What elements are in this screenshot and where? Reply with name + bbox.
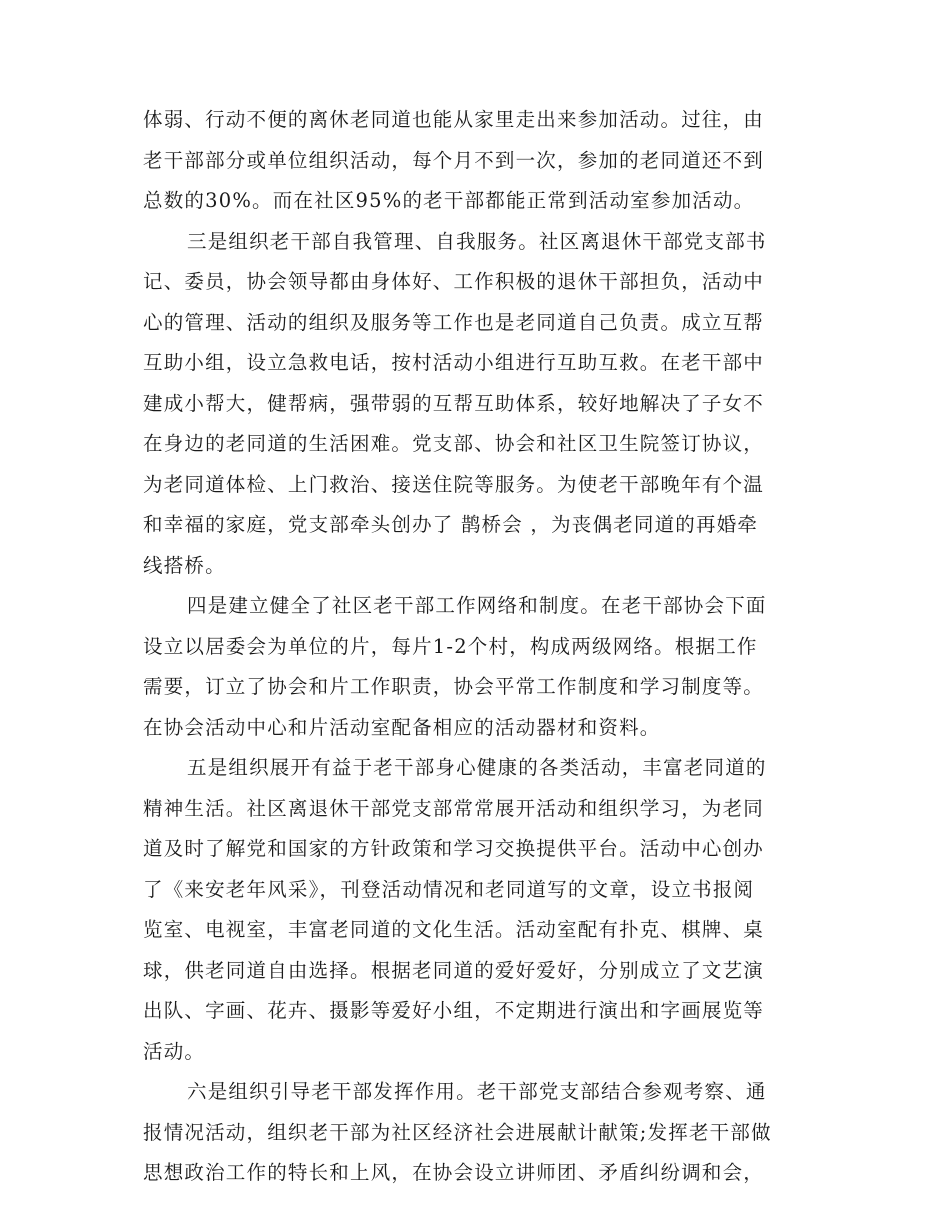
text-line: 心的管理、活动的组织及服务等工作也是老同道自己负责。成立互帮 [143,310,765,334]
text-line: 建成小帮大，健帮病，强带弱的互帮互助体系，较好地解决了子女不 [143,391,765,415]
text-line: 览室、电视室，丰富老同道的文化生活。活动室配有扑克、棋牌、桌 [143,918,765,941]
text-line: 六是组织引导老干部发挥作用。老干部党支部结合参观考察、通 [187,1080,767,1103]
paragraph-continuation [143,100,807,222]
document-page [143,100,807,1194]
text-line: 三是组织老干部自我管理、自我服务。社区离退休干部党支部书 [187,229,767,253]
text-line: 出队、字画、花卉、摄影等爱好小组，不定期进行演出和字画展览等 [143,999,765,1022]
text-line: 道及时了解党和国家的方针政策和学习交换提供平台。活动中心创办 [143,837,765,860]
text-line: 活动。 [143,1039,206,1063]
text-line: 体弱、行动不便的离休老同道也能从家里走出来参加活动。过往，由 [143,108,765,131]
paragraph-point-three [143,222,807,587]
text-line: 记、委员，协会领导都由身体好、工作积极的退休干部担负，活动中 [143,270,765,293]
paragraph-point-four [143,586,807,748]
text-line: 在协会活动中心和片活动室配备相应的活动器材和资料。 [143,715,661,739]
text-line: 为老同道体检、上门救治、接送住院等服务。为使老干部晚年有个温 [143,472,765,496]
paragraph-point-five [143,748,807,1072]
text-line: 报情况活动，组织老干部为社区经济社会进展献计献策;发挥老干部做 [143,1120,772,1144]
text-line: 线搭桥。 [143,553,226,577]
text-line: 球，供老同道自由选择。根据老同道的爱好爱好，分别成立了文艺演 [143,958,765,982]
paragraph-point-six [143,1072,807,1194]
text-line: 总数的30%。而在社区95%的老干部都能正常到活动室参加活动。 [143,189,755,212]
text-line: 和幸福的家庭，党支部牵头创办了 鹊桥会 ，为丧偶老同道的再婚牵 [143,513,759,536]
text-line: 互助小组，设立急救电话，按村活动小组进行互助互救。在老干部中 [143,351,765,374]
text-line: 五是组织展开有益于老干部身心健康的各类活动，丰富老同道的 [187,756,767,779]
text-line: 在身边的老同道的生活困难。党支部、协会和社区卫生院签订协议， [143,432,765,455]
text-line: 老干部部分或单位组织活动，每个月不到一次，参加的老同道还不到 [143,148,765,172]
text-line: 四是建立健全了社区老干部工作网络和制度。在老干部协会下面 [187,594,767,617]
text-line: 思想政治工作的特长和上风，在协会设立讲师团、矛盾纠纷调和会， [143,1161,765,1184]
text-line: 了《来安老年风采》，刊登活动情况和老同道写的文章，设立书报阅 [143,877,755,901]
text-line: 需要，订立了协会和片工作职责，协会平常工作制度和学习制度等。 [143,675,765,698]
text-line: 精神生活。社区离退休干部党支部常常展开活动和组织学习，为老同 [143,796,765,820]
text-line: 设立以居委会为单位的片，每片1-2个村，构成两级网络。根据工作 [143,634,758,658]
